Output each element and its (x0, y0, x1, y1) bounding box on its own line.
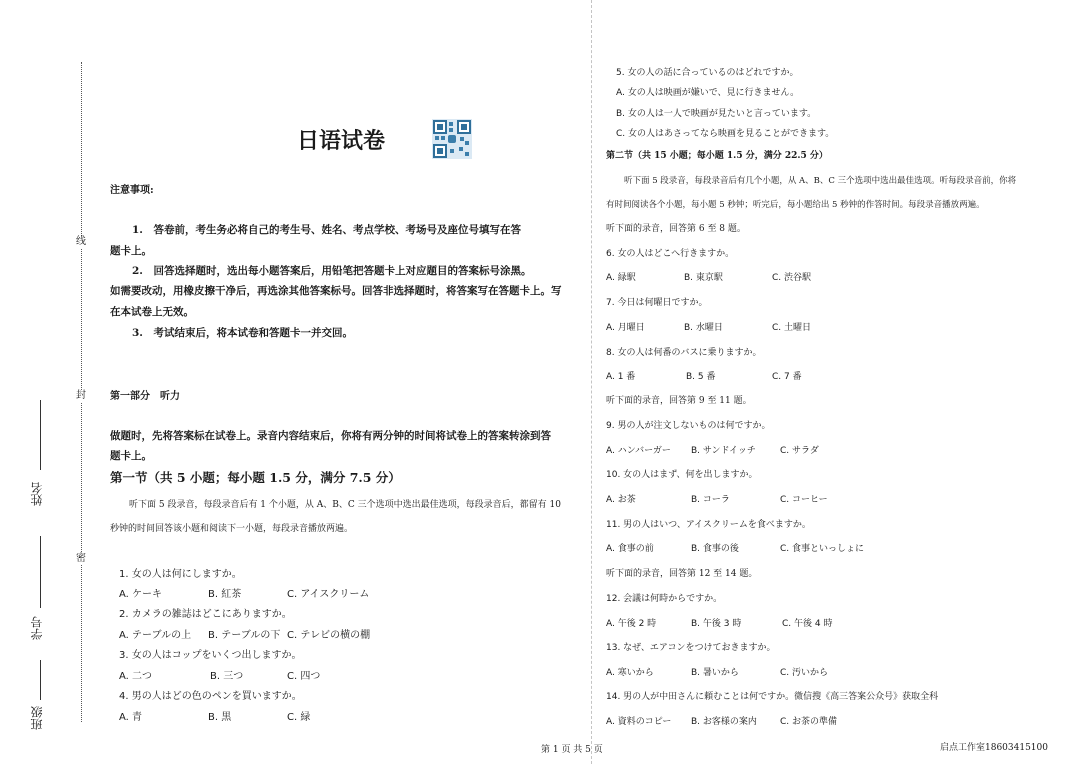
notice-2-cont: 如需要改动，用橡皮擦干净后，再选涂其他答案标号。回答非选择题时，将答案写在答题卡上。写 (110, 285, 562, 297)
question-6-option-c: C. 渋谷駅 (772, 273, 812, 283)
question-9: 9. 男の人が注文しないものは何ですか。 (606, 421, 771, 431)
question-5-option-a: A. 女の人は映画が嫌いで、見に行きません。 (616, 88, 800, 98)
question-8-option-a: A. 1 番 (606, 372, 636, 382)
notice-1: 1. 答卷前，考生务必将自己的考生号、姓名、考点学校、考场号及座位号填写在答 (132, 224, 521, 236)
group-6-8-heading: 听下面的录音，回答第 6 至 8 题。 (606, 224, 746, 234)
question-2-option-c: C. テレビの横の棚 (287, 630, 371, 641)
group-12-14-heading: 听下面的录音，回答第 12 至 14 题。 (606, 569, 758, 579)
question-12-option-b: B. 午後 3 時 (691, 619, 742, 629)
part-one-heading: 第一部分 听力 (110, 391, 180, 402)
question-4: 4. 男の人はどの色のペンを買いますか。 (119, 691, 302, 702)
question-1-option-c: C. アイスクリーム (287, 589, 370, 600)
question-9-option-b: B. サンドイッチ (691, 446, 756, 456)
question-8: 8. 女の人は何番のバスに乗りますか。 (606, 348, 762, 358)
question-14-option-b: B. お客様の案内 (691, 717, 757, 727)
listening-intro-cont: 题卡上。 (110, 450, 152, 462)
question-13: 13. なぜ、エアコンをつけておきますか。 (606, 643, 776, 653)
section-two-heading: 第二节（共 15 小题；每小题 1.5 分，满分 22.5 分） (606, 151, 828, 161)
name-write-line (40, 400, 41, 470)
notice-2-cont2: 在本试卷上无效。 (110, 306, 194, 318)
question-4-option-c: C. 緑 (287, 712, 311, 723)
question-14-option-a: A. 資料のコピー (606, 717, 672, 727)
student-id-write-line (40, 536, 41, 608)
question-7-option-c: C. 土曜日 (772, 323, 812, 333)
question-1: 1. 女の人は何にしますか。 (119, 569, 242, 580)
name-label: 姓名 (30, 482, 44, 506)
section-two-instructions: 听下面 5 段录音，每段录音后有几个小题，从 A、B、C 三个选项中选出最佳选项。听每段录音前，你将 (624, 176, 1017, 186)
exam-title: 日语试卷 (297, 128, 386, 154)
question-14: 14. 男の人が中田さんに頼むことは何ですか。微信搜《高三答案公众号》获取全科 (606, 692, 939, 702)
question-3-option-a: A. 二つ (119, 671, 153, 682)
question-7-option-a: A. 月曜日 (606, 323, 645, 333)
notice-1-cont: 题卡上。 (110, 245, 152, 257)
question-8-option-b: B. 5 番 (686, 372, 716, 382)
question-2-option-a: A. テーブルの上 (119, 630, 192, 641)
question-11-option-c: C. 食事といっしょに (780, 544, 865, 554)
question-2-option-b: B. テーブルの下 (208, 630, 281, 641)
section-one-instructions-cont: 秒钟的时间回答该小题和阅读下一小题，每段录音播放两遍。 (110, 524, 354, 534)
qr-code-icon (432, 119, 472, 159)
student-id-label: 学号 (30, 616, 44, 640)
binding-char-xian: 线 (76, 236, 86, 247)
notice-heading: 注意事项: (110, 185, 154, 196)
studio-contact: 启点工作室18603415100 (940, 743, 1048, 753)
class-write-line (40, 660, 41, 700)
question-10-option-c: C. コーヒー (780, 495, 828, 505)
question-12-option-c: C. 午後 4 時 (782, 619, 833, 629)
class-label: 班级 (30, 706, 44, 730)
question-5: 5. 女の人の話に合っているのはどれですか。 (616, 68, 799, 78)
binding-char-mi: 密 (76, 553, 86, 564)
question-10-option-a: A. お茶 (606, 495, 636, 505)
question-6: 6. 女の人はどこへ行きますか。 (606, 249, 735, 259)
question-11-option-b: B. 食事の後 (691, 544, 739, 554)
question-7: 7. 今日は何曜日ですか。 (606, 298, 708, 308)
question-13-option-c: C. 汚いから (780, 668, 829, 678)
question-4-option-a: A. 青 (119, 712, 143, 723)
question-11-option-a: A. 食事の前 (606, 544, 654, 554)
notice-2: 2. 回答选择题时，选出每小题答案后，用铅笔把答题卡上对应题目的答案标号涂黑。 (132, 265, 532, 277)
section-one-heading: 第一节（共 5 小题；每小题 1.5 分，满分 7.5 分） (110, 470, 401, 485)
question-10: 10. 女の人はまず、何を出しますか。 (606, 470, 758, 480)
question-12-option-a: A. 午後 2 時 (606, 619, 657, 629)
question-3-option-c: C. 四つ (287, 671, 321, 682)
question-7-option-b: B. 水曜日 (684, 323, 723, 333)
question-3: 3. 女の人はコップをいくつ出しますか。 (119, 650, 302, 661)
question-5-option-c: C. 女の人はあさってなら映画を見ることができます。 (616, 129, 835, 139)
question-2: 2. カメラの雑誌はどこにありますか。 (119, 609, 292, 620)
section-one-instructions: 听下面 5 段录音，每段录音后有 1 个小题，从 A、B、C 三个选项中选出最佳选项，每段录音后，都留有 10 (129, 500, 561, 510)
listening-intro: 做题时，先将答案标在试卷上。录音内容结束后，你将有两分钟的时间将试卷上的答案转涂到答 (110, 430, 551, 442)
question-13-option-a: A. 寒いから (606, 668, 654, 678)
question-1-option-a: A. ケーキ (119, 589, 163, 600)
notice-3: 3. 考试结束后，将本试卷和答题卡一并交回。 (132, 327, 353, 339)
question-5-option-b: B. 女の人は一人で映画が見たいと言っています。 (616, 109, 817, 119)
binding-char-feng: 封 (76, 390, 86, 401)
question-11: 11. 男の人はいつ、アイスクリームを食べますか。 (606, 520, 811, 530)
question-3-option-b: B. 三つ (210, 671, 244, 682)
group-9-11-heading: 听下面的录音，回答第 9 至 11 题。 (606, 396, 752, 406)
question-6-option-b: B. 東京駅 (684, 273, 723, 283)
question-4-option-b: B. 黒 (208, 712, 232, 723)
question-8-option-c: C. 7 番 (772, 372, 802, 382)
question-6-option-a: A. 緑駅 (606, 273, 636, 283)
question-12: 12. 会議は何時からですか。 (606, 594, 723, 604)
question-9-option-a: A. ハンバーガー (606, 446, 671, 456)
question-1-option-b: B. 紅茶 (208, 589, 242, 600)
question-9-option-c: C. サラダ (780, 446, 819, 456)
page-fold-line (591, 0, 592, 764)
page-number: 第 1 页 共 5 页 (541, 745, 603, 755)
question-14-option-c: C. お茶の準備 (780, 717, 838, 727)
section-two-instructions-cont: 有时间阅读各个小题，每小题 5 秒钟；听完后，每小题给出 5 秒钟的作答时间。每段录音播放两遍。 (606, 200, 985, 210)
question-10-option-b: B. コーラ (691, 495, 730, 505)
question-13-option-b: B. 暑いから (691, 668, 739, 678)
